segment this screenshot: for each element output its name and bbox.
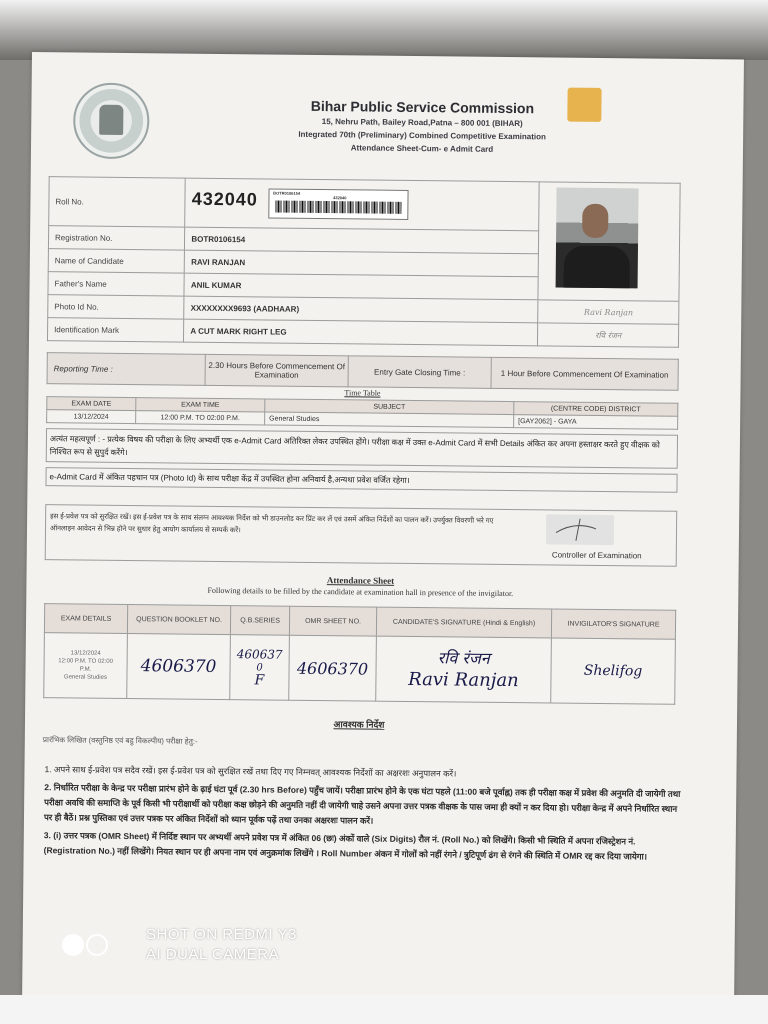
roll-number: 432040 [191,188,258,210]
info-label: Identification Mark [47,318,184,342]
exam-details-time: 12:00 P.M. TO 02:00 [58,658,114,665]
attendance-signature-english: Ravi Ranjan [408,668,519,692]
question-booklet-cell [127,634,231,700]
candidate-signature-hindi: रवि रंजन [538,323,679,347]
qb-series-cell [230,635,290,701]
download-note: इस ई-प्रवेश पत्र को सुरक्षित रखें। इस ई-प्रवेश पत्र के साथ संलग्न आवश्यक निर्देश को भी डाउनलोड कर प्रिंट कर लें एवं उसमें अंकित निर्देशों का पालन करें। उपर्युक्त विवरणी भरे गए ऑनलाइन आवेदन से भिन्न होने पर सुधार हेतु आयोग कार्यालय से सम्पर्क करें। [49,513,494,535]
instruction-item: 2. निर्धारित परीक्षा के केन्द्र पर परीक्षा प्रारंभ होने के ढ़ाई घंटा पूर्व (2.30 hrs Before) पहुँच जायें। परीक्षा प्रारंभ होने के एक घंटा पहले (11:00 बजे पूर्वाह्न) तक ही परीक्षा कक्ष में प्रवेश की अनुमति दी जायेगी तथा परीक्षा अवधि की समाप्ति के पूर्व किसी भी परीक्षार्थी को परीक्षा कक्ष छोड़ने की अनुमति नहीं दी जायेगी चाहे उसने अपना उत्तर पत्रक वीक्षक के पास जमा ही क्यों न कर दिया हो। परीक्षा केन्द्र में अपने निर्धारित स्थान पर ही बैठें। प्रश्न पुस्तिका एवं उत्तर पत्रक पर अंकित निर्देशों को ध्यान पूर्वक पढ़ें तथा उनका अक्षरशः पालन करें। [43,782,681,826]
exam-subject: General Studies [265,412,514,428]
roll-cell [185,178,540,231]
timetable-title: Time Table [344,388,381,398]
controller-label: Controller of Examination [551,550,642,561]
info-label: Photo Id No. [48,295,185,319]
instructions-intro: प्रारंभिक लिखित (वस्तुनिष्ठ एवं बहु विकल्पीय) परीक्षा हेतु:- [42,735,198,746]
attendance-subtitle: Following details to be filled by the candidate at examination hall in presence of the invigilator. [207,585,514,599]
watermark-dot-filled [62,934,84,956]
exam-details-subject: General Studies [63,674,107,681]
photo-background-bottom [0,995,768,1024]
qb-series-number: 460637 [236,646,283,662]
timetable-header: EXAM TIME [136,398,265,412]
watermark-line2: AI DUAL CAMERA [146,946,280,963]
invigilator-signature-cell [551,638,676,704]
watermark-line1: SHOT ON REDMI Y3 [146,926,297,943]
omr-cell [289,635,377,701]
gate-closing-label: Entry Gate Closing Time : [348,356,491,388]
stamp-sticker [567,88,601,122]
identification-mark: A CUT MARK RIGHT LEG [184,319,538,346]
timetable-header: EXAM DATE [47,397,136,411]
attendance-signature-hindi: रवि रंजन [437,648,490,668]
barcode-caption-mid: 432040 [333,195,347,201]
important-note: अत्यंत महत्वपूर्ण : - प्रत्येक विषय की परीक्षा के लिए अभ्यर्थी एक e-Admit Card अतिरिक्त लेकर उपस्थित होंगे। परीक्षा कक्ष में उक्त e-Admit Card में सभी Details अंकित कर अपना हस्ताक्षर करते हुए वीक्षक को निश्चित रूप से सुपुर्द करेंगे। [46,428,678,469]
admit-card-paper [22,52,744,1004]
exam-date: 13/12/2024 [47,410,136,424]
download-note-box [45,504,678,567]
commission-address: 15, Nehru Path, Bailey Road,Patna – 800 001 (BIHAR) [321,117,523,129]
attendance-table [43,603,676,705]
instructions-title: आवश्यक निर्देश [333,719,385,730]
watermark-dot-outline [86,934,108,956]
reporting-value: 2.30 Hours Before Commencement Of Examination [205,354,348,386]
controller-signature [546,514,614,545]
invigilator-signature: Shelifog [583,662,643,680]
candidate-photo [556,188,639,289]
candidate-signature-cell [376,636,552,703]
registration-number: BOTR0106154 [185,227,539,254]
commission-title: Bihar Public Service Commission [310,97,535,117]
reporting-time-table [47,352,679,391]
question-booklet-number: 4606370 [140,656,217,677]
attendance-title: Attendance Sheet [326,575,395,586]
qb-series-letter: F [254,671,265,688]
timetable-header: SUBJECT [265,399,514,415]
roll-label: Roll No. [49,177,186,227]
instruction-item: 1. अपने साथ ई-प्रवेश पत्र सदैव रखें। इस ई-प्रवेश पत्र को सुरक्षित रखें तथा दिए गए निम्नवत् आवश्यक निर्देशों का अक्षरशः अनुपालन करें। [44,764,457,779]
photo-id-note: e-Admit Card में अंकित पहचान पत्र (Photo Id) के साथ परीक्षा केंद्र में उपस्थित होना अनिवार्य है,अन्यथा प्रवेश वर्जित रहेगा। [45,467,677,493]
attendance-header: Q.B.SERIES [230,606,289,636]
omr-sheet-number: 4606370 [296,658,369,679]
attendance-header: INVIGILATOR'S SIGNATURE [551,609,675,639]
timetable [46,396,678,430]
attendance-header: CANDIDATE'S SIGNATURE (Hindi & English) [376,607,551,638]
timetable-header: (CENTRE CODE) DISTRICT [514,402,678,417]
exam-centre: [GAY2062] - GAYA [514,415,678,430]
barcode-caption-top: BOTR0106154 [273,190,301,196]
document-type: Attendance Sheet-Cum- e Admit Card [350,143,494,154]
reporting-label: Reporting Time : [47,353,205,386]
instructions-list [44,762,685,865]
exam-details-date: 13/12/2024 [70,650,101,657]
photo-id-number: XXXXXXXX9693 (AADHAAR) [184,296,538,323]
exam-details-cell [44,633,128,699]
father-name: ANIL KUMAR [184,273,538,300]
gate-closing-value: 1 Hour Before Commencement Of Examination [491,357,678,390]
camera-watermark [146,925,297,965]
info-label: Father's Name [48,272,185,296]
candidate-name: RAVI RANJAN [185,250,539,277]
instruction-item: 3. (i) उत्तर पत्रक (OMR Sheet) में निर्दिष्ट स्थान पर अभ्यर्थी अपने प्रवेश पत्र में अंकित 06 (छः) अंकों वाले (Six Digits) रौल नं. (Roll No.) को लिखेंगे। किसी भी स्थिति में अपना रजिस्ट्रेशन नं. (Registration No.) नहीं लिखेंगे। नियत स्थान पर ही अपना नाम एवं अनुक्रमांक लिखेंगे । Roll Number अंकन में गोलों को नहीं रंगने / त्रुटिपूर्ण ढंग से रंगने की स्थिति में OMR रद्द कर दिया जायेगा। [43,830,648,862]
exam-details-time-end: P.M. [79,666,92,673]
exam-name: Integrated 70th (Preliminary) Combined Competitive Examination [298,129,546,142]
info-label: Registration No. [48,226,185,250]
barcode [268,188,408,219]
attendance-header: QUESTION BOOKLET NO. [127,605,230,635]
photo-background-top [0,0,768,60]
qb-series-extra: 0 [256,661,263,673]
attendance-header: EXAM DETAILS [44,604,127,634]
attendance-header: OMR SHEET NO. [289,606,376,636]
candidate-signature-english: Ravi Ranjan [538,300,679,324]
exam-time: 12:00 P.M. TO 02:00 P.M. [136,411,265,425]
info-label: Name of Candidate [48,249,185,273]
